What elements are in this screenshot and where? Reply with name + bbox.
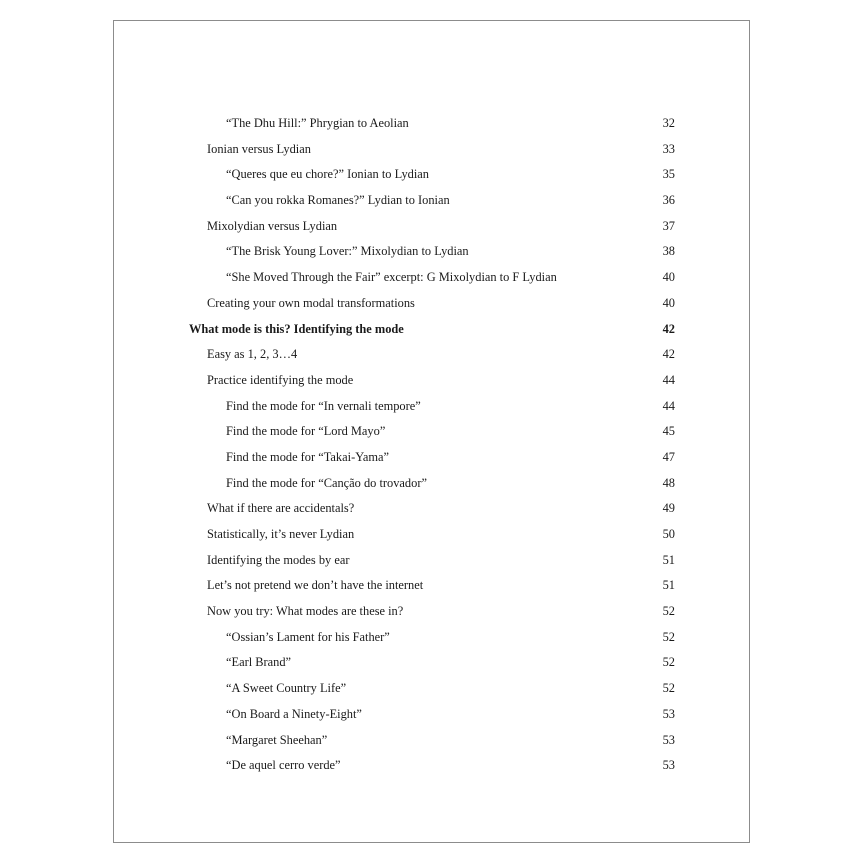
toc-section-entry[interactable] — [114, 496, 749, 522]
toc-entry-title: What mode is this? Identifying the mode — [189, 321, 404, 336]
toc-subsection-entry[interactable] — [114, 394, 749, 420]
toc-entry-title: Ionian versus Lydian — [207, 141, 311, 156]
toc-subsection-entry[interactable] — [114, 239, 749, 265]
toc-entry-page-number: 53 — [662, 732, 675, 747]
toc-entry-title: Now you try: What modes are these in? — [207, 604, 404, 619]
toc-section-entry[interactable] — [114, 548, 749, 574]
toc-entry-page-number: 52 — [662, 629, 675, 644]
toc-section-entry[interactable] — [114, 214, 749, 240]
toc-entry-title: Creating your own modal transformations — [207, 295, 415, 310]
toc-subsection-entry[interactable] — [114, 111, 749, 137]
toc-entry-page-number: 51 — [662, 578, 675, 593]
toc-entry-title: Find the mode for “Canção do trovador” — [226, 475, 427, 490]
toc-entry-page-number: 52 — [662, 604, 675, 619]
toc-section-entry[interactable] — [114, 137, 749, 163]
toc-entry-page-number: 44 — [662, 398, 675, 413]
toc-subsection-entry[interactable] — [114, 265, 749, 291]
toc-subsection-entry[interactable] — [114, 702, 749, 728]
toc-entry-page-number: 33 — [662, 141, 675, 156]
toc-entry-title: “Earl Brand” — [226, 655, 292, 670]
toc-entry-title: Easy as 1, 2, 3…4 — [207, 347, 298, 362]
toc-entry-page-number: 37 — [662, 218, 675, 233]
toc-entry-title: “She Moved Through the Fair” excerpt: G Mixolydian to F Lydian — [226, 270, 557, 285]
toc-entry-page-number: 48 — [662, 475, 675, 490]
toc-entry-page-number: 40 — [662, 270, 675, 285]
toc-subsection-entry[interactable] — [114, 188, 749, 214]
toc-subsection-entry[interactable] — [114, 471, 749, 497]
toc-entry-title: Find the mode for “In vernali tempore” — [226, 398, 421, 413]
toc-entry-title: Let’s not pretend we don’t have the internet — [207, 578, 424, 593]
toc-entry-title: “A Sweet Country Life” — [226, 681, 347, 696]
toc-entry-title: Practice identifying the mode — [207, 372, 354, 387]
toc-subsection-entry[interactable] — [114, 445, 749, 471]
toc-section-entry[interactable] — [114, 599, 749, 625]
toc-section-entry[interactable] — [114, 522, 749, 548]
toc-entry-page-number: 53 — [662, 758, 675, 773]
toc-entry-page-number: 49 — [662, 501, 675, 516]
toc-entry-page-number: 47 — [662, 449, 675, 464]
toc-subsection-entry[interactable] — [114, 676, 749, 702]
toc-entry-page-number: 45 — [662, 424, 675, 439]
toc-entry-page-number: 38 — [662, 244, 675, 259]
toc-entry-page-number: 35 — [662, 167, 675, 182]
toc-entry-title: Statistically, it’s never Lydian — [207, 527, 355, 541]
toc-section-entry[interactable] — [114, 342, 749, 368]
toc-entry-page-number: 44 — [662, 372, 675, 387]
toc-entry-page-number: 50 — [662, 527, 675, 541]
toc-section-entry[interactable] — [114, 368, 749, 394]
toc-entry-page-number: 53 — [662, 706, 675, 721]
toc-entry-title: “On Board a Ninety-Eight” — [226, 706, 362, 721]
toc-entry-title: Mixolydian versus Lydian — [207, 218, 338, 233]
toc-entry-title: “Queres que eu chore?” Ionian to Lydian — [226, 167, 429, 182]
toc-section-entry[interactable] — [114, 573, 749, 599]
toc-entry-page-number: 42 — [662, 321, 675, 336]
toc-entry-title: What if there are accidentals? — [207, 501, 355, 516]
toc-entry-page-number: 51 — [662, 552, 675, 567]
toc-subsection-entry[interactable] — [114, 625, 749, 651]
toc-entry-page-number: 36 — [662, 193, 675, 208]
toc-entry-page-number: 52 — [662, 681, 675, 696]
toc-entry-title: Find the mode for “Takai-Yama” — [226, 449, 390, 464]
table-of-contents — [114, 111, 749, 779]
toc-subsection-entry[interactable] — [114, 753, 749, 779]
toc-chapter-entry[interactable] — [114, 317, 749, 343]
toc-entry-title: “Ossian’s Lament for his Father” — [226, 629, 390, 644]
toc-entry-title: “Margaret Sheehan” — [226, 732, 328, 747]
toc-entry-page-number: 42 — [662, 347, 675, 362]
document-page — [113, 20, 750, 843]
toc-entry-page-number: 32 — [662, 116, 675, 130]
toc-entry-title: “De aquel cerro verde” — [226, 758, 341, 773]
toc-entry-title: “The Dhu Hill:” Phrygian to Aeolian — [226, 116, 409, 130]
toc-subsection-entry[interactable] — [114, 650, 749, 676]
toc-entry-title: Find the mode for “Lord Mayo” — [226, 424, 386, 439]
toc-entry-title: Identifying the modes by ear — [207, 552, 350, 567]
toc-entry-page-number: 40 — [662, 295, 675, 310]
toc-entry-title: “Can you rokka Romanes?” Lydian to Ionian — [226, 193, 450, 208]
toc-section-entry[interactable] — [114, 291, 749, 317]
toc-entry-page-number: 52 — [662, 655, 675, 670]
toc-subsection-entry[interactable] — [114, 419, 749, 445]
toc-entry-title: “The Brisk Young Lover:” Mixolydian to Lydian — [226, 244, 469, 259]
toc-subsection-entry[interactable] — [114, 162, 749, 188]
toc-subsection-entry[interactable] — [114, 728, 749, 754]
